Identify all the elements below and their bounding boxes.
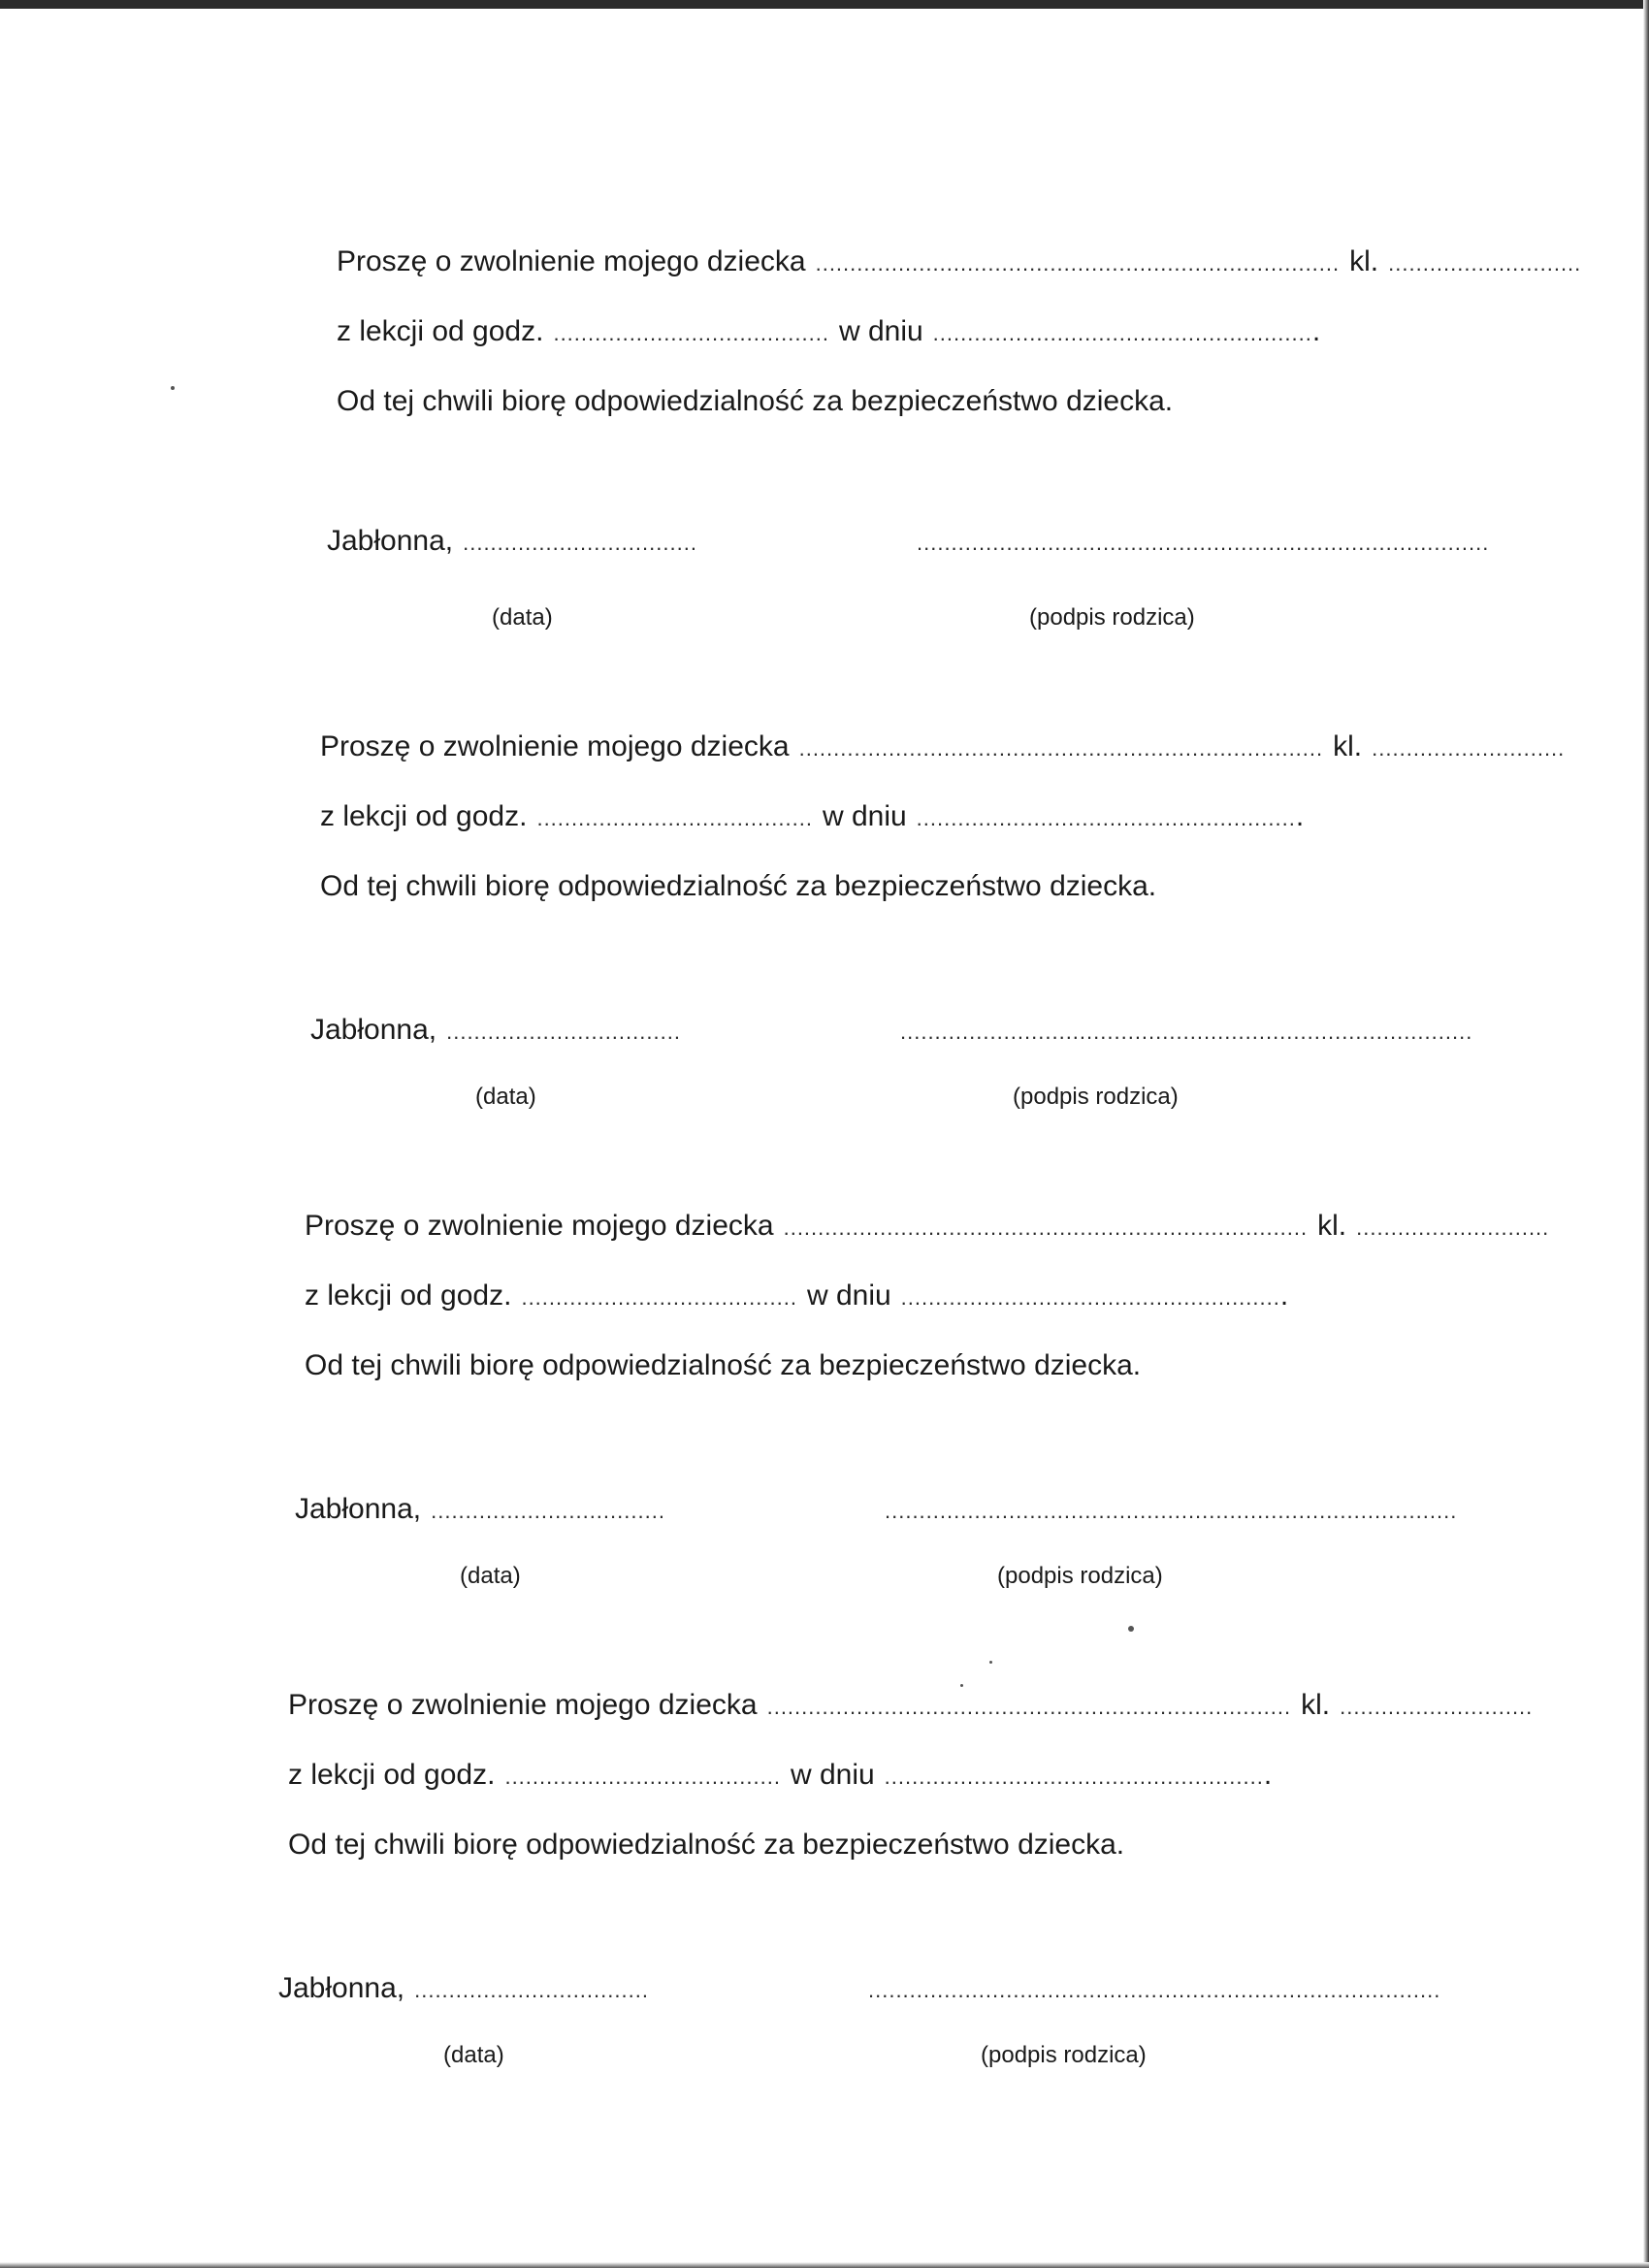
hour-field[interactable]: ........................................ [521,1285,797,1310]
scan-edge-right [1643,0,1649,2268]
responsibility-line [288,1828,1124,1863]
signature-line [885,1492,1457,1529]
scan-speck [960,1684,963,1687]
place-text: Jabłonna, [327,525,454,557]
release-form-4 [278,1688,1549,2095]
request-line [288,1688,1533,1725]
place-text: Jabłonna, [310,1014,437,1046]
signature-field[interactable]: ................................................................................... [917,531,1490,555]
child-name-field[interactable]: ............................................................................ [798,736,1324,761]
request-text: Proszę o zwolnienie mojego dziecka [337,245,806,277]
release-form-1 [327,244,1598,652]
date-caption: (data) [443,2042,504,2068]
child-name-field[interactable]: ............................................................................ [815,251,1341,275]
request-text: Proszę o zwolnienie mojego dziecka [320,730,790,762]
responsibility-text: Od tej chwili biorę odpowiedzialność za bezpieczeństwo dziecka. [305,1349,1142,1381]
class-label: kl. [1317,1210,1347,1242]
release-form-3 [295,1209,1566,1616]
request-line [305,1209,1549,1246]
date-caption: (data) [492,604,553,631]
scan-speck [989,1661,992,1664]
responsibility-text: Od tej chwili biorę odpowiedzialność za bezpieczeństwo dziecka. [337,385,1174,417]
child-name-field[interactable]: ............................................................................ [783,1215,1309,1240]
date-caption: (data) [475,1084,536,1110]
scan-speck [1128,1626,1134,1632]
signature-field[interactable]: ................................................................................... [868,1978,1441,2002]
responsibility-line [337,384,1173,419]
lesson-line: z lekcji od godz. ........................................ w dniu ........................................................ [288,1758,1272,1795]
scan-speck [171,386,175,390]
responsibility-text: Od tej chwili biorę odpowiedzialność za bezpieczeństwo dziecka. [288,1829,1125,1861]
hour-field[interactable]: ........................................ [504,1765,781,1789]
lesson-line: z lekcji od godz. ........................................ w dniu ........................................................ [320,799,1304,836]
lesson-from-text: z lekcji od godz. [305,1280,512,1312]
hour-field[interactable]: ........................................ [553,321,829,345]
on-day-text: w dniu [822,800,907,832]
class-label: kl. [1349,245,1379,277]
place-line [278,1971,649,2008]
place-text: Jabłonna, [295,1493,422,1525]
lesson-line: z lekcji od godz. ........................................ w dniu ........................................................ [337,314,1320,351]
responsibility-text: Od tej chwili biorę odpowiedzialność za bezpieczeństwo dziecka. [320,870,1157,902]
responsibility-line [320,869,1156,904]
lesson-from-text: z lekcji od godz. [288,1759,496,1791]
scan-edge-bottom [0,2262,1649,2268]
class-field[interactable]: ............................ [1372,736,1566,761]
request-line [337,244,1581,281]
signature-caption: (podpis rodzica) [997,1563,1163,1589]
date-field[interactable]: .................................. [431,1499,665,1523]
lesson-line: z lekcji od godz. ........................................ w dniu ........................................................ [305,1279,1288,1315]
signature-caption: (podpis rodzica) [1013,1084,1179,1110]
request-text: Proszę o zwolnienie mojego dziecka [288,1689,758,1721]
date-caption: (data) [460,1563,521,1589]
date-field[interactable]: .................................. [414,1978,649,2002]
request-line [320,729,1565,766]
signature-line [917,524,1489,561]
lesson-from-text: z lekcji od godz. [337,315,544,347]
responsibility-line [305,1348,1141,1383]
child-name-field[interactable]: ............................................................................ [766,1695,1292,1719]
request-text: Proszę o zwolnienie mojego dziecka [305,1210,774,1242]
day-field[interactable]: ....................................................... [900,1285,1280,1310]
class-label: kl. [1301,1689,1331,1721]
place-text: Jabłonna, [278,1972,405,2004]
signature-line [900,1013,1472,1050]
place-line [310,1013,681,1050]
release-form-2 [310,729,1581,1137]
on-day-text: w dniu [790,1759,875,1791]
signature-caption: (podpis rodzica) [981,2042,1147,2068]
place-line [327,524,697,561]
date-field[interactable]: .................................. [446,1020,681,1044]
signature-field[interactable]: ................................................................................... [885,1499,1458,1523]
scan-edge-top [0,0,1649,9]
hour-field[interactable]: ........................................ [536,806,813,830]
place-line [295,1492,665,1529]
class-label: kl. [1333,730,1363,762]
signature-line [868,1971,1440,2008]
day-field[interactable]: ....................................................... [884,1765,1264,1789]
on-day-text: w dniu [838,315,923,347]
day-field[interactable]: ....................................................... [916,806,1296,830]
class-field[interactable]: ............................ [1340,1695,1534,1719]
class-field[interactable]: ............................ [1388,251,1582,275]
class-field[interactable]: ............................ [1356,1215,1550,1240]
signature-field[interactable]: ................................................................................... [900,1020,1473,1044]
day-field[interactable]: ....................................................... [932,321,1312,345]
lesson-from-text: z lekcji od godz. [320,800,528,832]
on-day-text: w dniu [806,1280,891,1312]
date-field[interactable]: .................................. [463,531,697,555]
signature-caption: (podpis rodzica) [1029,604,1195,631]
